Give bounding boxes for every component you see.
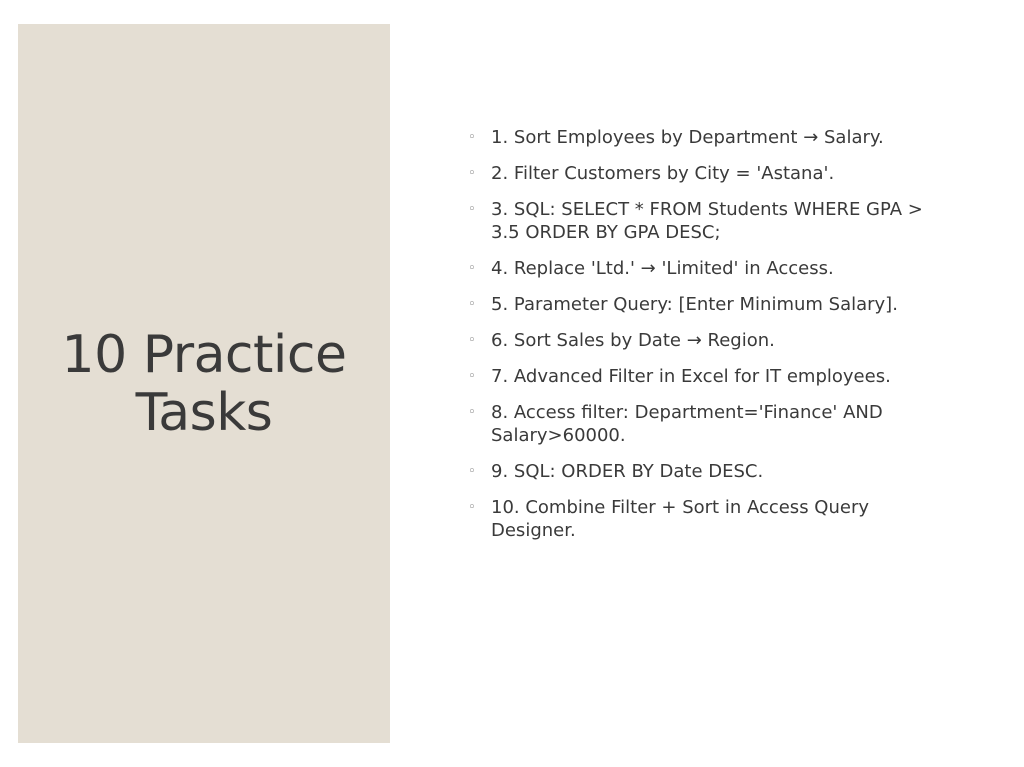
task-item-9 (468, 460, 938, 483)
task-text: 1. Sort Employees by Department → Salary. (491, 127, 884, 148)
bullet-circle-icon: ◦ (468, 130, 476, 145)
task-item-1 (468, 126, 938, 149)
task-text: 3. SQL: SELECT * FROM Students WHERE GPA > 3.5 ORDER BY GPA DESC; (491, 199, 923, 243)
task-text: 5. Parameter Query: [Enter Minimum Salary]. (491, 294, 898, 315)
bullet-circle-icon: ◦ (468, 464, 476, 479)
task-item-2 (468, 162, 938, 185)
task-item-7 (468, 365, 938, 388)
slide-title-line-1: 10 Practice (61, 324, 347, 385)
bullet-circle-icon: ◦ (468, 369, 476, 384)
bullet-circle-icon: ◦ (468, 261, 476, 276)
task-item-3 (468, 198, 938, 244)
task-item-5 (468, 293, 938, 316)
title-panel (18, 24, 390, 743)
bullet-circle-icon: ◦ (468, 500, 476, 515)
task-text: 4. Replace 'Ltd.' → 'Limited' in Access. (491, 258, 834, 279)
bullet-circle-icon: ◦ (468, 333, 476, 348)
task-item-8 (468, 401, 938, 447)
task-text: 6. Sort Sales by Date → Region. (491, 330, 775, 351)
bullet-circle-icon: ◦ (468, 297, 476, 312)
bullet-circle-icon: ◦ (468, 202, 476, 217)
task-text: 8. Access filter: Department='Finance' AND Salary>60000. (491, 402, 883, 446)
task-text: 2. Filter Customers by City = 'Astana'. (491, 163, 835, 184)
task-item-4 (468, 257, 938, 280)
bullet-circle-icon: ◦ (468, 166, 476, 181)
task-list (468, 126, 938, 555)
bullet-circle-icon: ◦ (468, 405, 476, 420)
task-item-6 (468, 329, 938, 352)
task-text: 7. Advanced Filter in Excel for IT employees. (491, 366, 891, 387)
task-text: 10. Combine Filter + Sort in Access Query Designer. (491, 497, 869, 541)
slide-title (62, 326, 347, 442)
task-text: 9. SQL: ORDER BY Date DESC. (491, 461, 764, 482)
task-item-10 (468, 496, 938, 542)
slide-title-line-2: Tasks (135, 382, 273, 443)
